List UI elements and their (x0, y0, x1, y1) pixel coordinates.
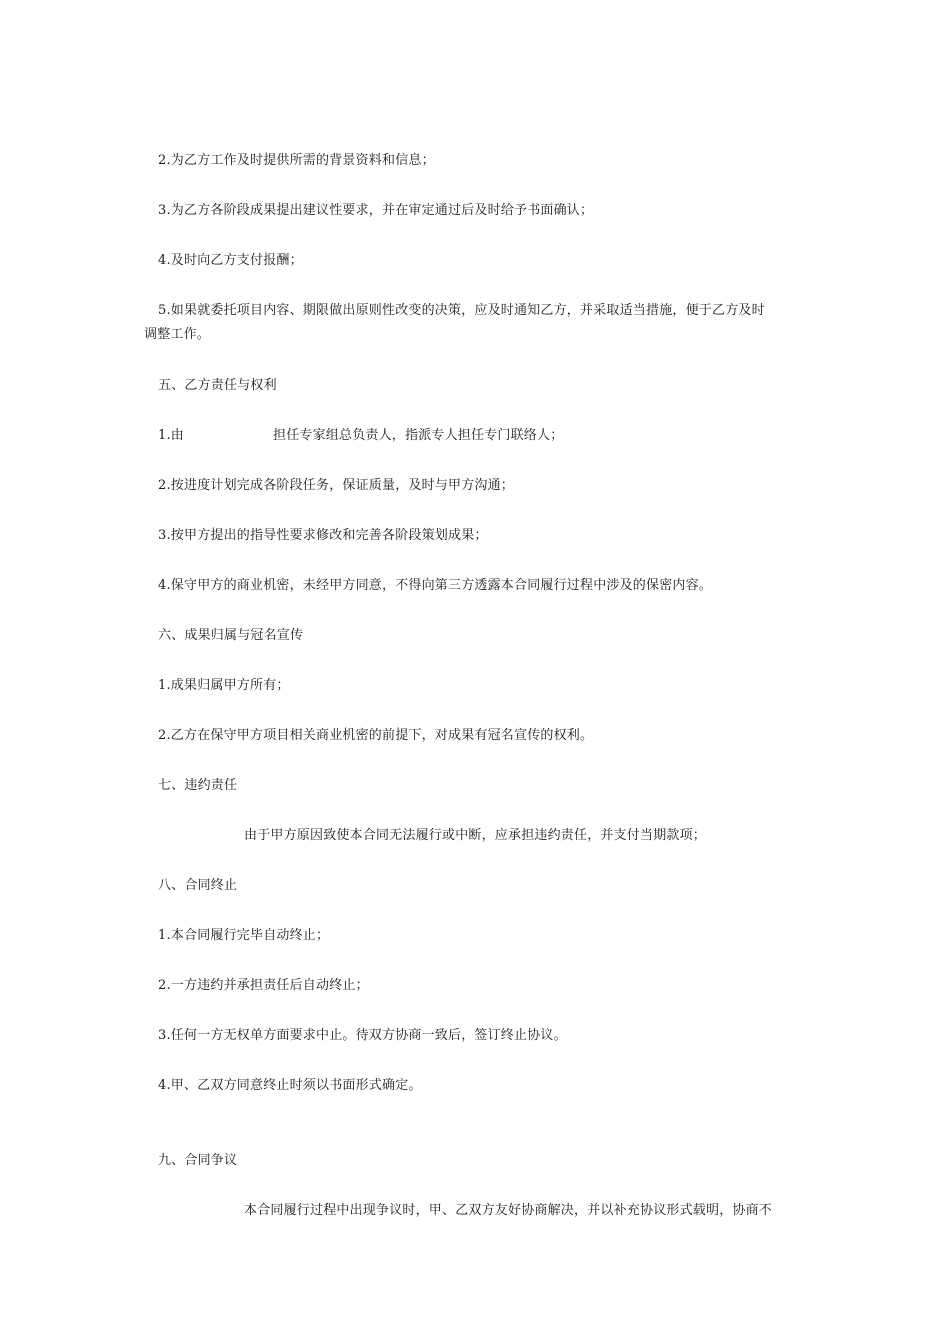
section-8-item-2: 2.一方违约并承担责任后自动终止； (158, 978, 369, 993)
section-9-body: 本合同履行过程中出现争议时，甲、乙双方友好协商解决，并以补充协议形式载明，协商不 (244, 1203, 773, 1218)
section-7-heading: 七、违约责任 (158, 778, 238, 793)
party-a-duty-5-line2: 调整工作。 (144, 327, 211, 342)
section-5-item-1-rest: 担任专家组总负责人，指派专人担任专门联络人； (273, 428, 564, 443)
section-9-heading: 九、合同争议 (158, 1153, 238, 1168)
party-a-duty-3: 3.为乙方各阶段成果提出建议性要求，并在审定通过后及时给予书面确认； (158, 203, 594, 218)
section-8-item-1: 1.本合同履行完毕自动终止； (158, 928, 330, 943)
section-7-body: 由于甲方原因致使本合同无法履行或中断，应承担违约责任，并支付当期款项； (244, 828, 707, 843)
section-6-heading: 六、成果归属与冠名宣传 (158, 628, 304, 643)
party-a-duty-5-line1: 5.如果就委托项目内容、期限做出原则性改变的决策，应及时通知乙方，并采取适当措施，便于乙方及时 (158, 303, 765, 318)
section-8-item-4: 4.甲、乙双方同意终止时须以书面形式确定。 (158, 1078, 422, 1093)
section-5-item-1-prefix: 1.由 (158, 428, 185, 443)
section-6-item-1: 1.成果归属甲方所有； (158, 678, 290, 693)
section-5-heading: 五、乙方责任与权利 (158, 378, 277, 393)
section-5-item-4: 4.保守甲方的商业机密，未经甲方同意，不得向第三方透露本合同履行过程中涉及的保密内容。 (158, 578, 713, 593)
party-a-duty-4: 4.及时向乙方支付报酬； (158, 253, 303, 268)
section-8-heading: 八、合同终止 (158, 878, 238, 893)
section-5-item-2: 2.按进度计划完成各阶段任务，保证质量，及时与甲方沟通； (158, 478, 515, 493)
section-6-item-2: 2.乙方在保守甲方项目相关商业机密的前提下，对成果有冠名宣传的权利。 (158, 728, 594, 743)
section-5-item-3: 3.按甲方提出的指导性要求修改和完善各阶段策划成果； (158, 528, 488, 543)
party-a-duty-2: 2.为乙方工作及时提供所需的背景资料和信息； (158, 153, 435, 168)
section-8-item-3: 3.任何一方无权单方面要求中止。待双方协商一致后，签订终止协议。 (158, 1028, 567, 1043)
